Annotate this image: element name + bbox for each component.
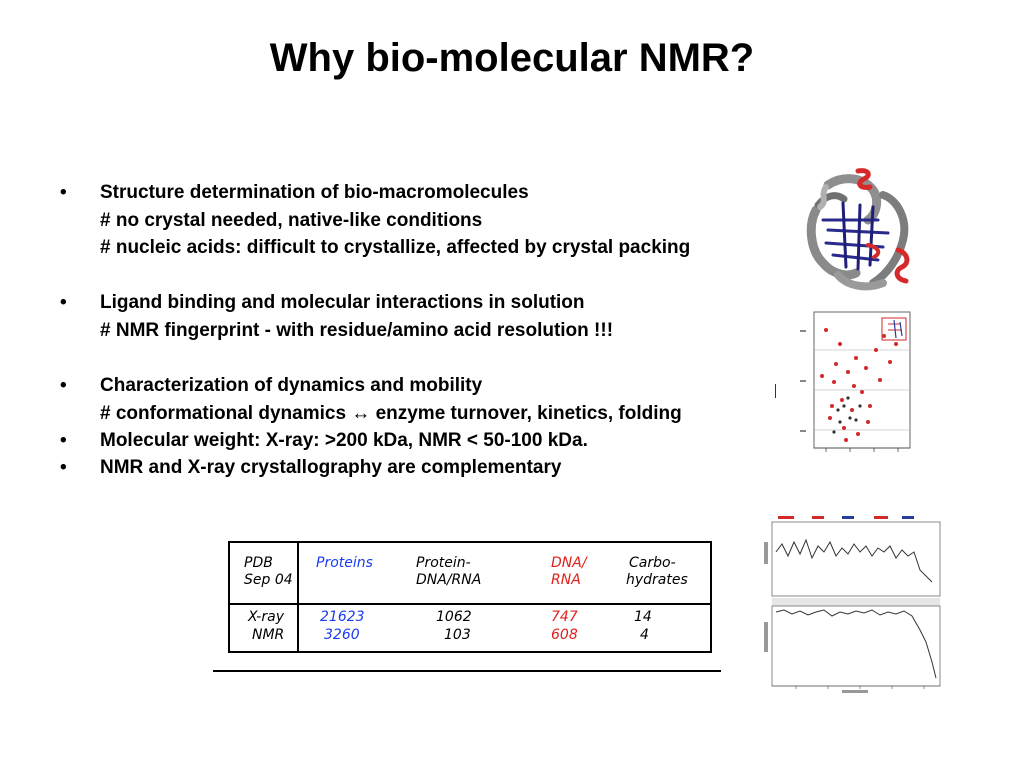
bullet-dot: • <box>60 457 67 478</box>
table-divider-horizontal <box>230 603 710 605</box>
bullet-text: NMR and X-ray crystallography are complementary <box>100 457 562 478</box>
header-line: DNA/ <box>551 555 587 571</box>
cell-nmr-carbohydrates: 4 <box>640 627 649 643</box>
header-pdb: PDB <box>244 555 273 571</box>
sub-point: # no crystal needed, native-like conditions <box>100 210 483 231</box>
bullet-ligand-binding <box>60 291 740 314</box>
sub-point: # conformational dynamics ↔ enzyme turnover, kinetics, folding <box>100 403 682 424</box>
bullet-dot: • <box>60 182 67 203</box>
sub-point: # NMR fingerprint - with residue/amino acid resolution !!! <box>100 320 614 341</box>
table-header-label <box>244 555 293 589</box>
nmr-hsqc-spectrum-image <box>796 310 914 460</box>
bullet-text: Characterization of dynamics and mobility <box>100 375 483 396</box>
header-protein-dna-rna <box>416 555 481 589</box>
bullet-dot: • <box>60 292 67 313</box>
bullet-dot: • <box>60 430 67 451</box>
header-line: RNA <box>551 572 581 588</box>
table-divider-vertical <box>297 543 299 651</box>
relaxation-data-plots-image <box>762 512 948 694</box>
bullet-dynamics <box>60 374 740 397</box>
header-line: hydrates <box>626 572 688 588</box>
header-carbohydrates <box>626 555 688 589</box>
header-date: Sep 04 <box>244 572 293 588</box>
cell-xray-protein-dna-rna: 1062 <box>436 609 472 625</box>
cell-nmr-dna-rna: 608 <box>551 627 578 643</box>
pdb-statistics-table <box>228 541 712 653</box>
bullet-molecular-weight <box>60 429 740 452</box>
cell-xray-dna-rna: 747 <box>551 609 578 625</box>
cell-nmr-protein-dna-rna: 103 <box>444 627 471 643</box>
stray-mark <box>775 384 776 398</box>
header-dna-rna <box>551 555 587 589</box>
bullet-complementary <box>60 456 740 479</box>
bullet-text: Structure determination of bio-macromolecules <box>100 182 529 203</box>
protein-ribbon-structure-image <box>798 165 923 295</box>
row-method-xray: X-ray <box>248 609 284 625</box>
cell-xray-proteins: 21623 <box>320 609 365 625</box>
bullet-text: Ligand binding and molecular interactions in solution <box>100 292 585 313</box>
header-line: Carbo- <box>629 555 676 571</box>
horizontal-rule <box>213 670 721 672</box>
cell-nmr-proteins: 3260 <box>324 627 360 643</box>
header-line: Protein- <box>416 555 471 571</box>
row-method-nmr: NMR <box>252 627 285 643</box>
bullet-text: Molecular weight: X-ray: >200 kDa, NMR < 50-100 kDa. <box>100 430 588 451</box>
bullet-list <box>60 181 740 479</box>
header-line: DNA/RNA <box>416 572 482 588</box>
sub-point: # nucleic acids: difficult to crystallize, affected by crystal packing <box>100 237 691 258</box>
slide-title: Why bio-molecular NMR? <box>269 36 755 80</box>
cell-xray-carbohydrates: 14 <box>634 609 652 625</box>
header-proteins: Proteins <box>316 555 373 571</box>
bullet-structure-determination <box>60 181 740 204</box>
bullet-dot: • <box>60 375 67 396</box>
